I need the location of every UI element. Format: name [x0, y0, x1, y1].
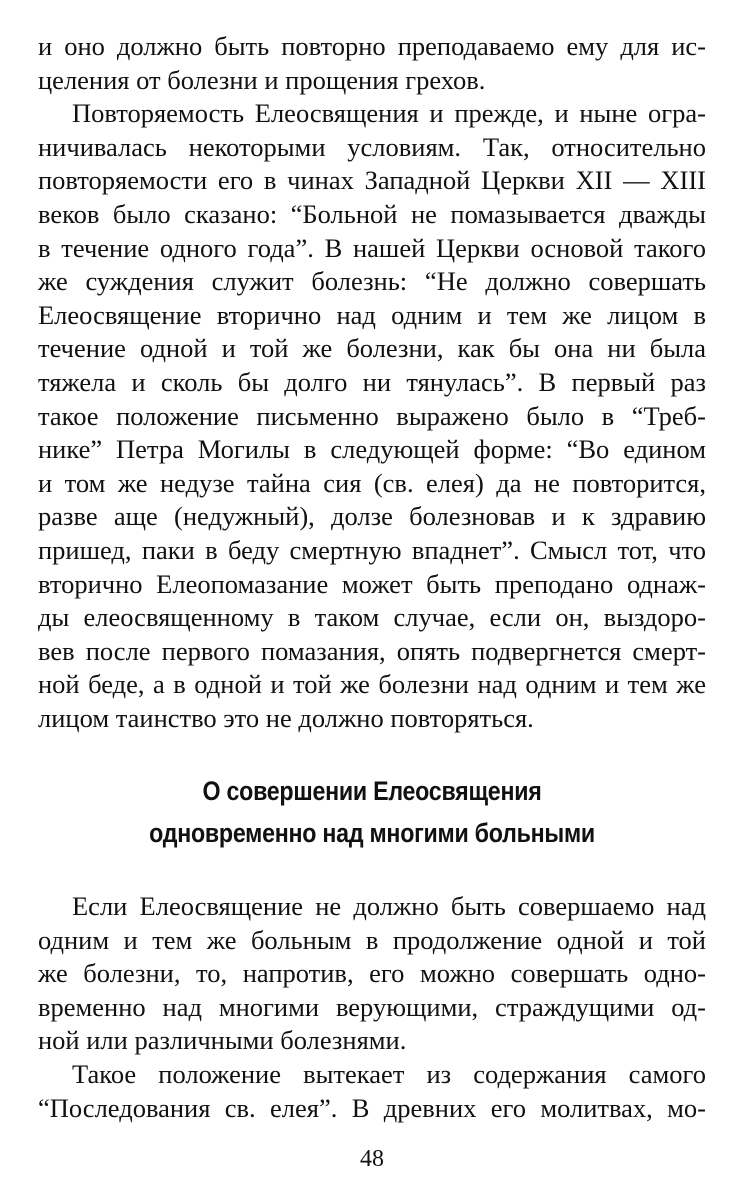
text-line: Если Елеосвящение не должно быть совершаемо над — [72, 891, 706, 921]
text-line: веков было сказано: “Больной не помазывается дважды — [38, 198, 706, 229]
text-line: ничивалась некоторыми условиям. Так, относительно — [38, 131, 706, 162]
text-line: Елеосвящение вторично над одним и тем же лицом в — [38, 299, 706, 330]
text-line: пришед, паки в беду смертную впаднет”. Смысл тот, что — [38, 534, 706, 565]
text-line: временно над многими верующими, страждущими од- — [38, 991, 706, 1022]
text-line: такое положение письменно выражено было в “Треб- — [38, 400, 706, 431]
text-line: течение одной и той же болезни, как бы она ни была — [38, 333, 706, 364]
text-line: повторяемости его в чинах Западной Церкви XII — XIII — [38, 165, 706, 196]
text-line: и том же недузе тайна сия (св. елея) да не повторится, — [38, 467, 706, 498]
text-line: вев после первого помазания, опять подвергнется смерт- — [38, 635, 706, 666]
text-line: и оно должно быть повторно преподаваемо ему для ис- — [38, 31, 706, 61]
heading-line: одновременно над многими больными — [149, 818, 595, 848]
text-block-bottom — [38, 890, 706, 1125]
text-line: вторично Елеопомазание может быть преподано однаж- — [38, 568, 706, 599]
text-block-top — [38, 30, 706, 735]
text-line: же болезни, то, напротив, его можно совершать одно- — [38, 958, 706, 989]
text-line: одним и тем же больным в продолжение одной и той — [38, 924, 706, 955]
page-number: 48 — [360, 1146, 384, 1172]
text-line: тяжела и сколь бы долго ни тянулась”. В первый раз — [38, 366, 706, 397]
paragraph — [38, 1058, 706, 1125]
paragraph — [38, 30, 706, 97]
text-line: лицом таинство это не должно повторяться. — [38, 702, 534, 733]
text-line: “Последования св. елея”. В древних его молитвах, мо- — [38, 1092, 706, 1123]
paragraph — [38, 97, 706, 735]
text-line: Повторяемость Елеосвящения и прежде, и ныне огра- — [72, 98, 706, 129]
text-line: ной беде, а в одной и той же болезни над одним и тем же — [38, 669, 706, 700]
text-line: ной или различными болезнями. — [38, 1025, 407, 1056]
text-line: ды елеосвященному в таком случае, если он, выздоро- — [38, 602, 706, 633]
text-line: же суждения служит болезнь: “Не должно совершать — [38, 266, 706, 297]
text-line: разве аще (недужный), долзе болезновав и к здравию — [38, 501, 706, 532]
text-line: целения от болезни и прощения грехов. — [38, 64, 486, 95]
paragraph — [38, 890, 706, 1058]
text-line: нике” Петра Могилы в следующей форме: “Во едином — [38, 434, 706, 465]
text-line: Такое положение вытекает из содержания самого — [72, 1058, 706, 1089]
heading-line: О совершении Елеосвящения — [202, 776, 542, 806]
text-line: в течение одного года”. В нашей Церкви основой такого — [38, 232, 706, 263]
section-heading — [85, 770, 659, 854]
